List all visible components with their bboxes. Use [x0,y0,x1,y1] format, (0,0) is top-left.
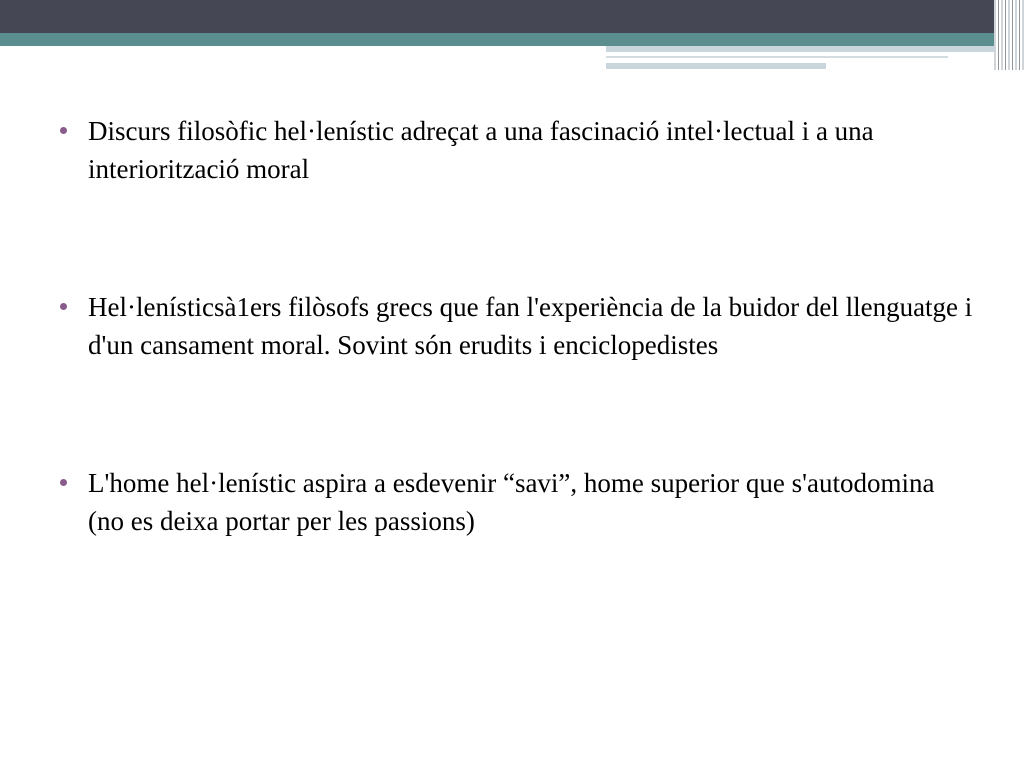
bullet-list [56,112,976,540]
bullet-text: Discurs filosòfic hel·lenístic adreçat a una fascinació intel·lectual i a una interiorització moral [88,116,874,184]
bullet-icon [60,479,67,486]
bullet-icon [60,127,67,134]
bullet-item [56,464,976,540]
bullet-item [56,112,976,188]
bullet-item [56,288,976,364]
header-accent-line [606,56,948,58]
header-accent-line [606,63,826,69]
header-light-band [606,46,1024,52]
bullet-text: Hel·lenísticsà1ers filòsofs grecs que fan l'experiència de la buidor del llenguatge i d'un cansament moral. Sovint són erudits i enciclopedistes [88,292,973,360]
header-dark-band [0,0,1024,33]
bullet-text: L'home hel·lenístic aspira a esdevenir “savi”, home superior que s'autodomina (no es deixa portar per les passions) [88,468,935,536]
bullet-icon [60,303,67,310]
header-stripes [994,0,1024,70]
header-teal-band [0,33,1024,46]
